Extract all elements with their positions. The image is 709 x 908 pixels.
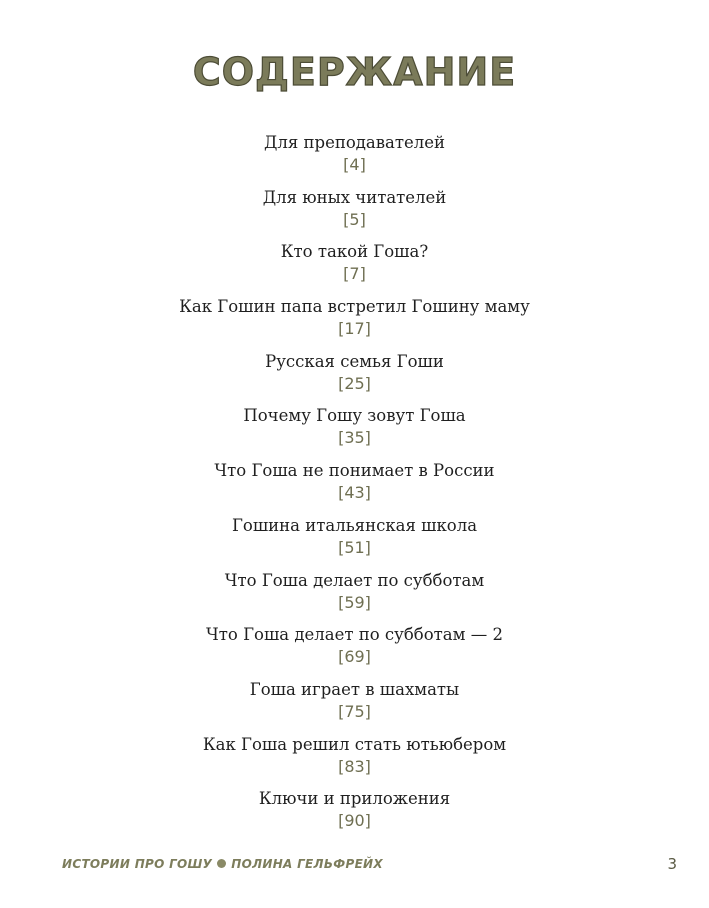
toc-entry[interactable] bbox=[0, 295, 709, 350]
toc-entry-title: Что Гоша делает по субботам bbox=[224, 570, 485, 590]
toc-entry-page: [75] bbox=[338, 701, 371, 721]
toc-entry-title: Что Гоша не понимает в России bbox=[214, 461, 495, 481]
page-title: СОДЕРЖАНИЕ bbox=[192, 50, 517, 94]
toc-entry[interactable] bbox=[0, 131, 709, 186]
toc-entry-page: [90] bbox=[338, 811, 371, 831]
toc-entry-page: [83] bbox=[338, 756, 371, 776]
toc-entry-title: Для юных читателей bbox=[262, 187, 447, 207]
toc-entry[interactable] bbox=[0, 404, 709, 459]
toc-entry[interactable] bbox=[0, 787, 709, 842]
toc-entry-title: Русская семья Гоши bbox=[265, 351, 444, 371]
toc-entry[interactable] bbox=[0, 186, 709, 241]
toc-entry-page: [17] bbox=[338, 319, 371, 339]
table-of-contents bbox=[0, 131, 709, 842]
footer-book-title: ИСТОРИИ ПРО ГОШУ bbox=[62, 857, 213, 871]
flower-bullet-icon bbox=[217, 859, 226, 868]
toc-entry[interactable] bbox=[0, 678, 709, 733]
page-number: 3 bbox=[667, 855, 677, 873]
toc-entry[interactable] bbox=[0, 459, 709, 514]
toc-entry[interactable] bbox=[0, 350, 709, 405]
toc-entry-title: Кто такой Гоша? bbox=[280, 242, 429, 262]
toc-entry-page: [5] bbox=[343, 209, 366, 229]
running-footer bbox=[62, 857, 383, 871]
toc-entry-title: Ключи и приложения bbox=[258, 789, 451, 809]
toc-entry[interactable] bbox=[0, 569, 709, 624]
toc-entry-page: [7] bbox=[343, 264, 366, 284]
toc-entry-page: [4] bbox=[343, 155, 366, 174]
toc-entry-title: Как Гоша решил стать ютьюбером bbox=[202, 734, 507, 754]
toc-entry-page: [59] bbox=[338, 592, 371, 612]
toc-entry-title: Как Гошин папа встретил Гошину маму bbox=[179, 297, 530, 317]
toc-entry-page: [25] bbox=[338, 373, 371, 393]
toc-entry-title: Гоша играет в шахматы bbox=[249, 679, 460, 699]
toc-entry-title: Что Гоша делает по субботам — 2 bbox=[206, 625, 503, 645]
toc-entry[interactable] bbox=[0, 514, 709, 569]
toc-entry-page: [51] bbox=[338, 537, 371, 557]
toc-entry-title: Гошина итальянская школа bbox=[231, 515, 478, 535]
toc-entry[interactable] bbox=[0, 240, 709, 295]
toc-entry-page: [69] bbox=[338, 647, 371, 667]
toc-entry[interactable] bbox=[0, 623, 709, 678]
toc-entry-page: [43] bbox=[338, 483, 371, 503]
toc-entry-title: Почему Гошу зовут Гоша bbox=[243, 406, 466, 426]
toc-entry[interactable] bbox=[0, 733, 709, 788]
toc-entry-title: Для преподавателей bbox=[263, 133, 446, 152]
footer-author: ПОЛИНА ГЕЛЬФРЕЙХ bbox=[231, 857, 383, 871]
toc-entry-page: [35] bbox=[338, 428, 371, 448]
